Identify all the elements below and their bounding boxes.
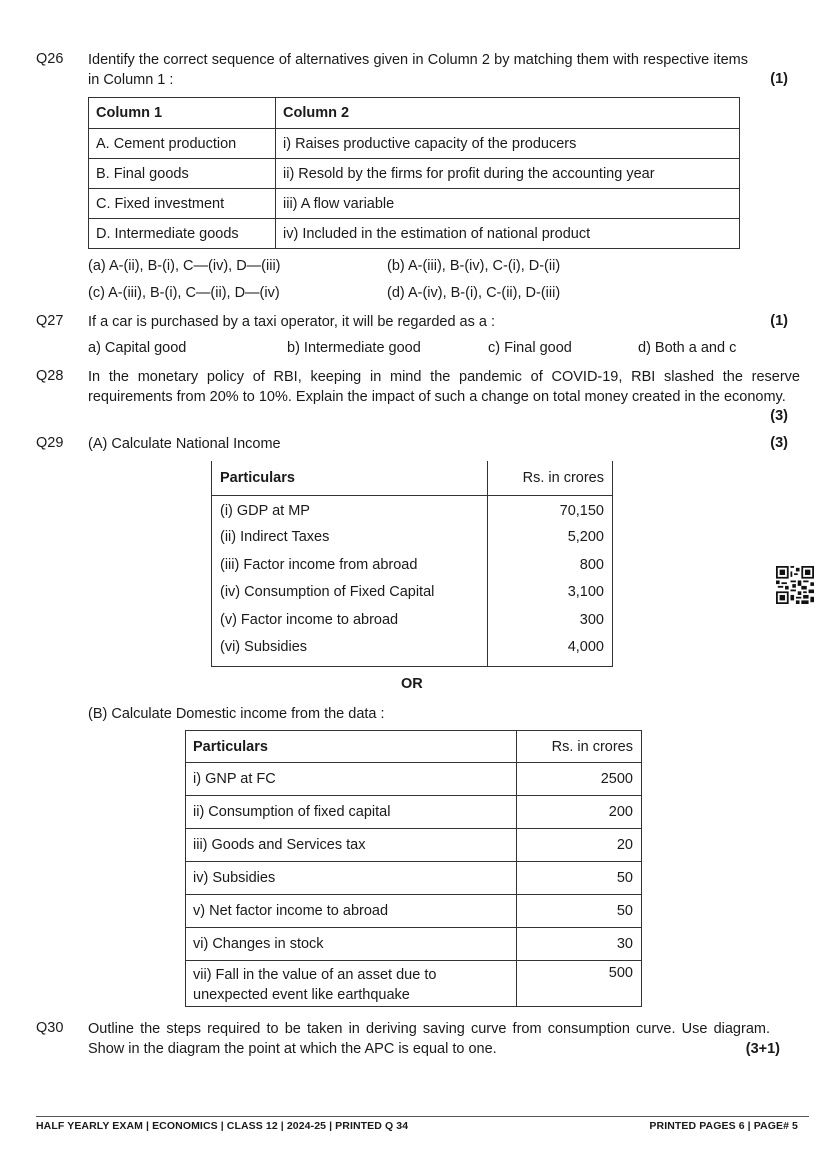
question-28 — [36, 368, 800, 430]
table-header: Rs. in crores — [517, 731, 642, 763]
marks: (1) — [770, 313, 788, 329]
table-cell: vi) Changes in stock — [186, 928, 517, 961]
question-text: Outline the steps required to be taken in deriving saving curve from consumption curve. Use diagram. Show in the diagram the point at which the APC is equal to one. — [88, 1021, 770, 1057]
question-30 — [36, 1020, 788, 1064]
question-number: Q27 — [36, 313, 64, 329]
question-26 — [36, 51, 788, 311]
table-cell: 3,100 — [488, 578, 613, 606]
option-c: c) Final good — [488, 340, 572, 356]
footer-divider — [36, 1116, 809, 1117]
table-cell: 50 — [517, 895, 642, 928]
table-cell: iv) Included in the estimation of national product — [276, 219, 740, 249]
table-domestic-income — [185, 730, 642, 1007]
table-cell: 2500 — [517, 763, 642, 796]
footer-right: PRINTED PAGES 6 | PAGE# 5 — [649, 1120, 798, 1132]
table-cell: (v) Factor income to abroad — [212, 606, 488, 634]
question-29 — [36, 435, 788, 1015]
table-cell: 4,000 — [488, 634, 613, 666]
option-a: a) Capital good — [88, 340, 187, 356]
question-number: Q26 — [36, 51, 64, 67]
table-cell: 200 — [517, 796, 642, 829]
table-cell: 20 — [517, 829, 642, 862]
table-cell: iv) Subsidies — [186, 862, 517, 895]
option-a: (a) A-(ii), B-(i), C—(iv), D—(iii) — [88, 258, 281, 274]
table-cell: D. Intermediate goods — [89, 219, 276, 249]
table-cell: 50 — [517, 862, 642, 895]
table-cell: 70,150 — [488, 495, 613, 523]
table-cell: (ii) Indirect Taxes — [212, 523, 488, 551]
footer-left: HALF YEARLY EXAM | ECONOMICS | CLASS 12 | 2024-25 | PRINTED Q 34 — [36, 1120, 409, 1132]
table-header: Rs. in crores — [488, 461, 613, 495]
marks: (1) — [770, 71, 788, 87]
option-b: (b) A-(iii), B-(iv), C-(i), D-(ii) — [387, 258, 561, 274]
table-cell: A. Cement production — [89, 129, 276, 159]
table-cell: 5,200 — [488, 523, 613, 551]
table-cell: 800 — [488, 551, 613, 578]
or-separator: OR — [401, 676, 423, 692]
option-d: (d) A-(iv), B-(i), C-(ii), D-(iii) — [387, 285, 561, 301]
table-cell: (iv) Consumption of Fixed Capital — [212, 578, 488, 606]
table-cell: 500 — [517, 961, 642, 1007]
table-cell: i) GNP at FC — [186, 763, 517, 796]
table-cell: iii) A flow variable — [276, 189, 740, 219]
marks: (3) — [770, 408, 788, 424]
table-header: Column 1 — [89, 98, 276, 129]
option-b: b) Intermediate good — [287, 340, 421, 356]
question-number: Q28 — [36, 368, 64, 384]
question-text: If a car is purchased by a taxi operator, it will be regarded as a : — [88, 314, 496, 330]
table-cell: iii) Goods and Services tax — [186, 829, 517, 862]
question-text: Identify the correct sequence of alternatives given in Column 2 by matching them with respective items in Column 1 : — [88, 52, 748, 88]
table-cell: 300 — [488, 606, 613, 634]
table-header: Particulars — [212, 461, 488, 495]
table-cell: (i) GDP at MP — [212, 495, 488, 523]
table-cell: (vi) Subsidies — [212, 634, 488, 666]
match-table — [88, 97, 740, 249]
table-cell: (iii) Factor income from abroad — [212, 551, 488, 578]
question-number: Q30 — [36, 1020, 64, 1036]
table-cell: 30 — [517, 928, 642, 961]
table-cell: C. Fixed investment — [89, 189, 276, 219]
option-d: d) Both a and c — [638, 340, 737, 356]
question-text: In the monetary policy of RBI, keeping in mind the pandemic of COVID-19, RBI slashed the reserve requirements from 20% to 10%. Explain the impact of such a change on total money created in the economy. — [88, 369, 800, 405]
table-national-income — [211, 461, 613, 667]
table-cell: ii) Resold by the firms for profit during the accounting year — [276, 159, 740, 189]
part-a-text: (A) Calculate National Income — [88, 436, 281, 452]
question-27 — [36, 313, 788, 363]
table-header: Column 2 — [276, 98, 740, 129]
table-header: Particulars — [186, 731, 517, 763]
table-cell: v) Net factor income to abroad — [186, 895, 517, 928]
table-cell: B. Final goods — [89, 159, 276, 189]
table-cell: vii) Fall in the value of an asset due to unexpected event like earthquake — [186, 961, 517, 1007]
marks: (3+1) — [745, 1041, 780, 1057]
option-c: (c) A-(iii), B-(i), C—(ii), D—(iv) — [88, 285, 280, 301]
marks: (3) — [770, 435, 788, 451]
qr-code-icon — [776, 566, 814, 604]
table-cell: i) Raises productive capacity of the producers — [276, 129, 740, 159]
question-number: Q29 — [36, 435, 64, 451]
table-cell: ii) Consumption of fixed capital — [186, 796, 517, 829]
part-b-text: (B) Calculate Domestic income from the data : — [88, 706, 385, 722]
